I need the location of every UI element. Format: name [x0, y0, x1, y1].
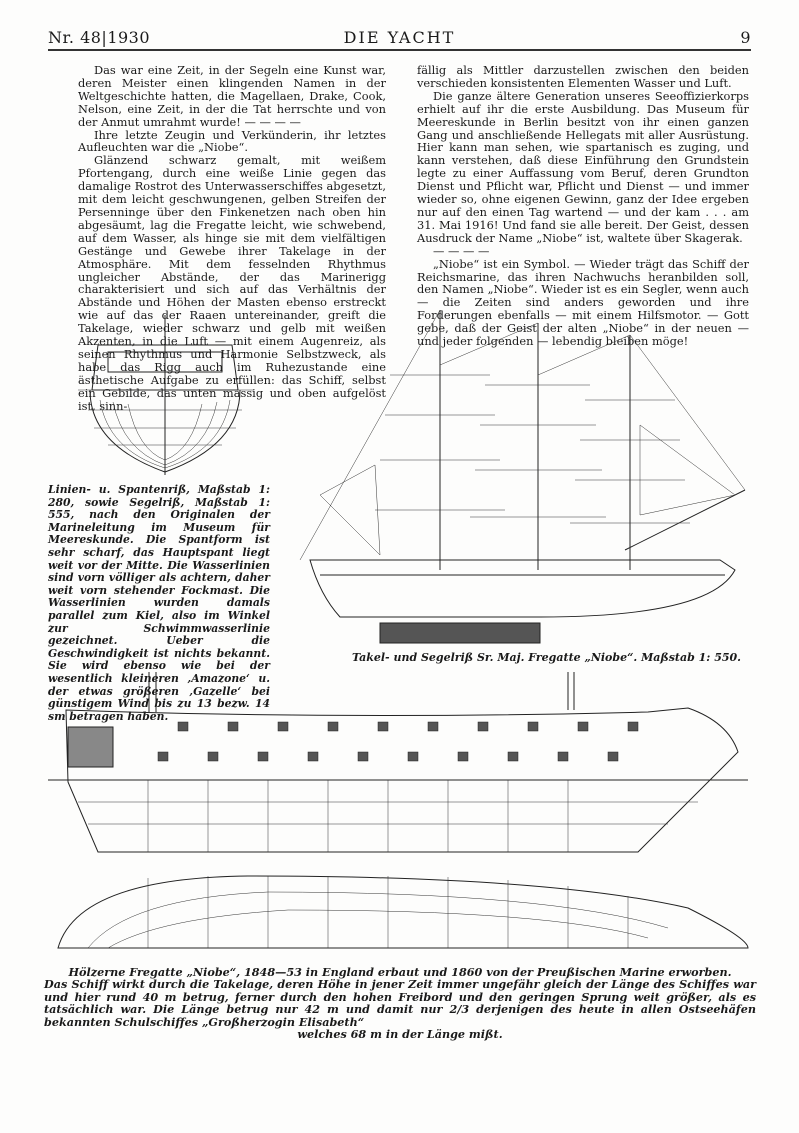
section-divider: — — — — [433, 243, 490, 258]
paragraph: „Niobe“ ist ein Symbol. — Wieder trägt das Schiff der Reichsmarine, das ihren Nachwuchs heranbilden soll, den Namen „Niobe“. Wieder ist es ein Segler, wenn auch — die Zeiten sind anders geworden und ihre Forderungen ebenfalls — mit einem Hilfsmotor. — Gott gebe, daß der Geist der alten „Niobe“ in der neuen — und jeder folgenden — lebendig bleiben möge! [417, 256, 749, 349]
page-number: 9 [740, 28, 751, 47]
caption-title: Hölzerne Fregatte „Niobe“, 1848—53 in England erbaut und 1860 von der Preußischen Marine erworben. [68, 965, 732, 979]
sheer-plan-drawing [48, 672, 748, 862]
issue-number: Nr. 48|1930 [48, 28, 151, 47]
caption-end: welches 68 m in der Länge mißt. [297, 1027, 503, 1042]
caption-lines-plan: Linien- u. Spantenriß, Maßstab 1: 280, sowie Segelriß, Maßstab 1: 555, nach den Originalen der Marineleitung im Museum für Meereskunde. Die Spantform ist sehr scharf, das Hauptspant liegt weit vor der Mitte. Die Wasserlinien sind vorn völliger als achtern, daher weit vorn stehender Fockmast. Die Wasserlinien wurden damals parallel zum Kiel, also im Winkel zur Schwimmwasserlinie gezeichnet. Ueber die Geschwindigkeit ist nichts bekannt. Sie wird ebenso wie bei der wesentlich kleineren ‚Amazone‘ u. der etwas größeren ‚Gazelle‘ bei günstigem Wind bis zu 13 bezw. 14 sm betragen haben. [48, 483, 270, 723]
half-breadth-plan-drawing [48, 868, 748, 958]
paragraph: Das war eine Zeit, in der Segeln eine Kunst war, deren Meister einen klingenden Namen in der Weltgeschichte hatten, die Magellaen, Drake, Cook, Nelson, eine Zeit, in der die Tat herrschte und von der Anmut umrahmt wurde! — — — — [78, 63, 386, 129]
paragraph: fällig als Mittler darzustellen zwischen den beiden verschieden konsistenten Elementen Wasser und Luft. [417, 63, 749, 90]
body-plan-drawing [78, 310, 258, 480]
paragraph: Glänzend schwarz gemalt, mit weißem Pfortengang, durch eine weiße Linie gegen das damalige Rostrot des Unterwasserschiffes abgesetzt, mit dem leicht geschwungenen, gelben Streifen der Persenninge über den Finkenetzen nach oben hin abgesäumt, lag die Fregatte leicht, wie schwebend, auf dem Wasser, als hinge sie mit dem vielfältigen Gestänge und Gewebe ihrer Takelage in der Atmosphäre. Mit dem fesselnden Rhythmus ungleicher Abstände, der das Marinerigg charakterisiert und sich auf das Verhältnis der Abstände und Höhen der Masten ebenso erstreckt wie auf das der Raaen untereinander, greift die Takelage, wieder schwarz und gelb mit weißen Akzenten, in die Luft — mit einem Augenreiz, als seinen Rhythmus und Harmonie Selbstzweck, als habe das Rigg auch im Ruhezustande eine ästhetische Aufgabe zu erfüllen: das Schiff, selbst ein Gebilde, das unten massig und oben aufgelöst ist, sinn- [78, 153, 386, 413]
sail-plan-drawing [280, 305, 750, 645]
caption-bottom [44, 966, 756, 1040]
paragraph: Ihre letzte Zeugin und Verkünderin, ihr letztes Aufleuchten war die „Niobe“. [78, 127, 386, 155]
magazine-title: DIE YACHT [343, 28, 456, 47]
caption-sail-plan: Takel- und Segelriß Sr. Maj. Fregatte „Niobe“. Maßstab 1: 550. [352, 651, 741, 664]
caption-body: Das Schiff wirkt durch die Takelage, deren Höhe in jener Zeit immer ungefähr gleich der Länge des Schiffes war und hier rund 40 m betrug, ferner durch den hohen Freibord und den geringen Sprung weit größer, als es tatsächlich war. Die Länge betrug nur 42 m und damit nur 2/3 derjenigen des heute in allen Ostseehäfen bekannten Schulschiffes „Großherzogin Elisabeth“ [44, 977, 756, 1029]
header-rule [48, 49, 751, 51]
paragraph: Die ganze ältere Generation unseres Seeoffizierkorps erhielt auf ihr die erste Ausbildung. Das Museum für Meereskunde in Berlin besitzt von ihr einen ganzen Gang und anschließende Hellegats mit aller Ausrüstung. Hier kann man sehen, wie spartanisch es zuging, und kann verstehen, daß diese Einführung den Grundstein legte zu einer Auffassung vom Beruf, deren Grundton Dienst und Pflicht war, Pflicht und Dienst — und immer wieder so, ohne eigenen Gewinn, ganz der Idee ergeben nur auf den einen Tag wartend — und der kam . . . am 31. Mai 1916! Und fand sie alle bereit. Der Geist, dessen Ausdruck der Name „Niobe“ ist, waltete über Skagerak. [417, 88, 749, 245]
